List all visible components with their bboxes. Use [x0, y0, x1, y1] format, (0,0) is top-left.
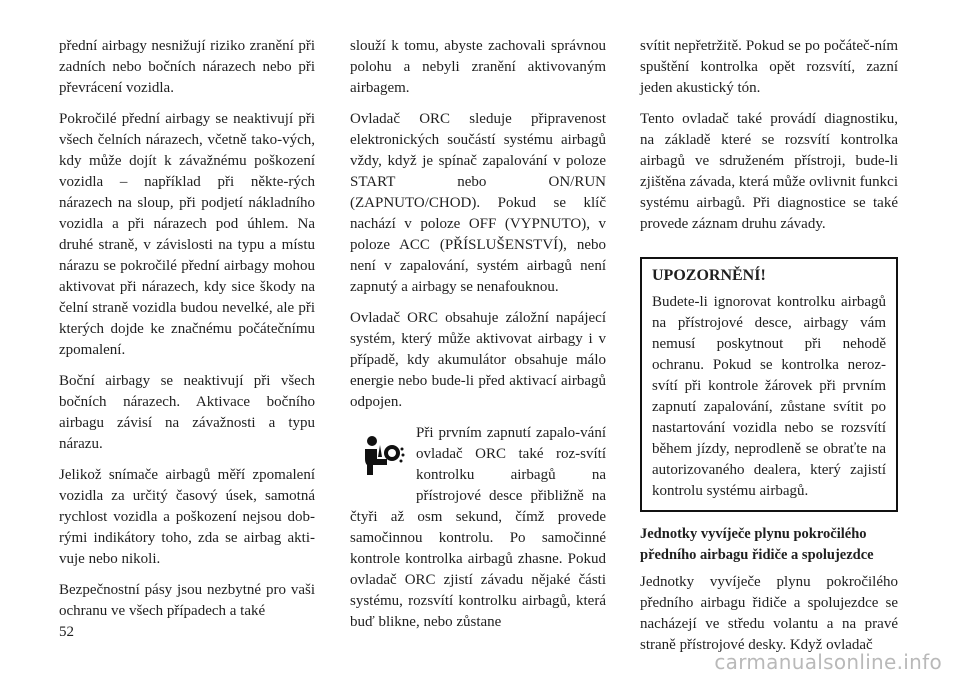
airbag-warning-icon: [350, 423, 416, 501]
paragraph: Tento ovladač také provádí diagnostiku, na základě které se rozsvítí kontrolka airbagů ve sdruženém přístroji, bude-li zjištěna závada, která může ovlivnit funkci systému airbagů. Při diagnostice se také provede záznam druhu závady.: [640, 111, 898, 232]
paragraph: přední airbagy nesnižují riziko zranění při zadních nebo bočních nárazech nebo při převrácení vozidla.: [59, 38, 315, 96]
paragraph: Ovladač ORC sleduje připravenost elektronických součástí systému airbagů vždy, když je spínač zapalování v poloze START nebo ON/RUN (ZAPNUTO/CHOD). Pokud se klíč nachází v poloze OFF (VYPNUTO), v poloze ACC (PŘÍSLUŠENSTVÍ), nebo není v zapalování, systém airbagů není zapnutý a airbagy se nenafouknou.: [350, 111, 606, 295]
column-right: [640, 36, 898, 666]
column-middle: [350, 36, 606, 643]
paragraph: Boční airbagy se neaktivují při všech bočních nárazech. Aktivace bočního airbagu závisí na závažnosti a typu nárazu.: [59, 373, 315, 452]
paragraph: Bezpečnostní pásy jsou nezbytné pro vaši ochranu ve všech případech a také: [59, 582, 315, 619]
column-left: [59, 36, 315, 632]
icon-paragraph: [350, 423, 606, 633]
watermark: carmanualsonline.info: [714, 650, 942, 674]
paragraph: slouží k tomu, abyste zachovali správnou polohu a nebyli zranění aktivovaným airbagem.: [350, 38, 606, 96]
paragraph: Při prvním zapnutí zapalo-vání ovladač ORC také roz-svítí kontrolku airbagů na přístrojové desce přibližně na čtyři až osm sekund, čímž provede samočinnou kontrolu. Po samočinné kontrole kontrolka airbagů zhasne. Pokud ovladač ORC zjistí závadu nějaké části systému, rozsvítí kontrolku airbagů, která buď blikne, nebo zůstane: [350, 425, 606, 630]
warning-box: [640, 257, 898, 512]
warning-title: UPOZORNĚNÍ!: [652, 267, 766, 284]
paragraph: Pokročilé přední airbagy se neaktivují při všech čelních nárazech, včetně tako-vých, kdy může dojít k závažnému poškození vozidla – například při někte-rých nárazech na sloup, při podjetí nákladního vozidla a při nárazech pod úhlem. Na druhé straně, v závislosti na typu a místu nárazu se pokročilé přední airbagy mohou aktivovat při nárazech, kdy sice škody na čelní straně vozidla budou nevelké, ale při kterých dojde ke značnému počátečnímu zpomalení.: [59, 111, 315, 358]
paragraph: Ovladač ORC obsahuje záložní napájecí systém, který může aktivovat airbagy i v případě, kdy akumulátor obsahuje málo energie nebo bude-li před aktivací airbagů odpojen.: [350, 310, 606, 410]
paragraph: Jelikož snímače airbagů měří zpomalení vozidla za určitý časový úsek, samotná rychlost vozidla a poškození nejsou dob-rými indikátory toho, zda se airbag akti-vuje nebo nikoli.: [59, 467, 315, 567]
page-number: 52: [59, 624, 74, 640]
warning-text: Budete-li ignorovat kontrolku airbagů na přístrojové desce, airbagy vám nemusí poskytnout při nehodě ochranu. Pokud se kontrolka neroz-svítí při kontrole žárovek při prvním zapnutí zapalování, zůstane svítit po nastartování vozidla nebo se rozsvítí během jízdy, neprodleně se obraťte na autorizovaného dealera, který zajistí kontrolu systému airbagů.: [652, 294, 886, 499]
paragraph: Jednotky vyvíječe plynu pokročilého předního airbagu řidiče a spolujezdce se nacházejí ve středu volantu a na pravé straně přístrojové desky. Když ovladač: [640, 574, 898, 653]
paragraph: svítit nepřetržitě. Pokud se po počáteč-ním spuštění kontrolka opět rozsvítí, zazní jeden akustický tón.: [640, 38, 898, 96]
section-heading: Jednotky vyvíječe plynu pokročilého předního airbagu řidiče a spolujezdce: [640, 526, 874, 563]
